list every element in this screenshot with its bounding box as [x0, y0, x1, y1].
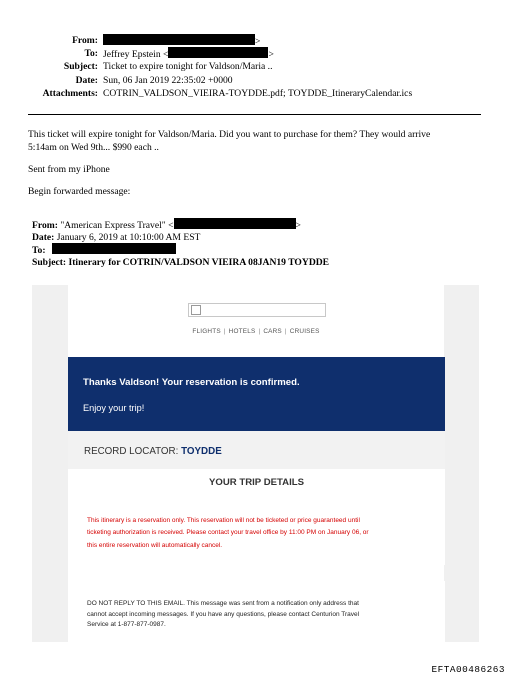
message-line-2: 5:14am on Wed 9th... $990 each .. [28, 142, 159, 153]
nav-cruises-link[interactable]: CRUISES [289, 328, 320, 335]
attachments-label: Attachments: [42, 87, 98, 99]
sent-from: Sent from my iPhone [28, 164, 110, 175]
to-label: To: [84, 48, 98, 60]
forwarded-intro: Begin forwarded message: [28, 186, 131, 197]
fwd-to-row [32, 243, 329, 257]
trip-details-heading: YOUR TRIP DETAILS [68, 469, 445, 498]
email-header [0, 34, 512, 100]
broken-logo-image [188, 303, 326, 317]
nav-hotels-link[interactable]: HOTELS [228, 328, 256, 335]
subject-label: Subject: [63, 61, 98, 73]
to-name: Jeffrey Epstein < [103, 49, 169, 61]
nav-cars-link[interactable]: CARS [263, 328, 282, 335]
banner-title: Thanks Valdson! Your reservation is confirmed. [83, 377, 300, 388]
nav-separator: | [258, 328, 261, 335]
warning-text [87, 515, 369, 552]
reservation-warning [68, 497, 445, 565]
warning-line-3: this entire reservation will automatically cancel. [87, 541, 223, 549]
fwd-from-value: "American Express Travel" < [57, 220, 174, 231]
warning-line-2: ticketing authorization is received. Please contact your travel office by 11:00 PM on January 06, or [87, 529, 369, 537]
redaction-bar [168, 47, 268, 58]
locator-code: TOYDDE [181, 446, 222, 457]
fwd-to-label: To: [32, 245, 46, 257]
locator-label: RECORD LOCATOR: [84, 446, 182, 457]
nav-flights-link[interactable]: FLIGHTS [192, 328, 221, 335]
fwd-subject-label: Subject: [32, 256, 67, 268]
to-suffix: > [268, 49, 274, 61]
record-locator [84, 446, 222, 457]
do-not-reply-notice [68, 581, 445, 642]
forwarded-header [32, 218, 329, 268]
fwd-from-suffix: > [295, 220, 301, 231]
redaction-bar [103, 34, 255, 45]
header-date-row [0, 74, 512, 87]
fwd-from-label: From: [32, 220, 58, 231]
date-label: Date: [75, 74, 98, 86]
fwd-subject-row [32, 257, 329, 269]
fwd-date-value: January 6, 2019 at 10:10:00 AM EST [54, 231, 201, 243]
header-subject-row [0, 60, 512, 73]
confirmation-banner [68, 357, 445, 431]
email-nav [68, 328, 444, 335]
from-value [103, 34, 260, 48]
to-value [103, 47, 274, 61]
fwd-date-row [32, 232, 329, 244]
nav-separator: | [223, 328, 226, 335]
fwd-date-label: Date: [32, 231, 55, 243]
fwd-from-row [32, 218, 329, 232]
warning-line-1: This itinerary is a reservation only. This reservation will not be ticketed or price guaranteed until [87, 517, 360, 524]
date-value: Sun, 06 Jan 2019 22:35:02 +0000 [103, 74, 233, 86]
banner-subtitle: Enjoy your trip! [83, 403, 145, 413]
notice-text [87, 599, 359, 631]
bates-number: EFTA00486263 [431, 664, 505, 675]
header-divider [28, 114, 481, 115]
fwd-subject-value: Itinerary for COTRIN/VALDSON VIEIRA 08JAN19 TOYDDE [66, 256, 330, 268]
subject-value: Ticket to expire tonight for Valdson/Maria .. [103, 61, 273, 73]
nav-separator: | [284, 328, 287, 335]
notice-line-1: DO NOT REPLY TO THIS EMAIL. This message was sent from a notification only address that [87, 600, 359, 607]
notice-line-3: Service at 1-877-877-0987. [87, 621, 166, 629]
message-line-1: This ticket will expire tonight for Valdson/Maria. Did you want to purchase for them? They would arrive [28, 129, 431, 140]
from-label: From: [72, 35, 98, 46]
notice-line-2: cannot accept incoming messages. If you have any questions, please contact Centurion Travel [87, 610, 360, 618]
from-suffix: > [255, 36, 261, 47]
redaction-bar [174, 218, 296, 229]
header-from-row [0, 34, 512, 47]
broken-image-icon [191, 305, 201, 315]
header-to-row [0, 47, 512, 60]
attachments-value[interactable]: COTRIN_VALDSON_VIEIRA-TOYDDE.pdf; TOYDDE_ItineraryCalendar.ics [103, 87, 413, 99]
header-attachments-row [0, 87, 512, 100]
redaction-bar [52, 243, 176, 254]
